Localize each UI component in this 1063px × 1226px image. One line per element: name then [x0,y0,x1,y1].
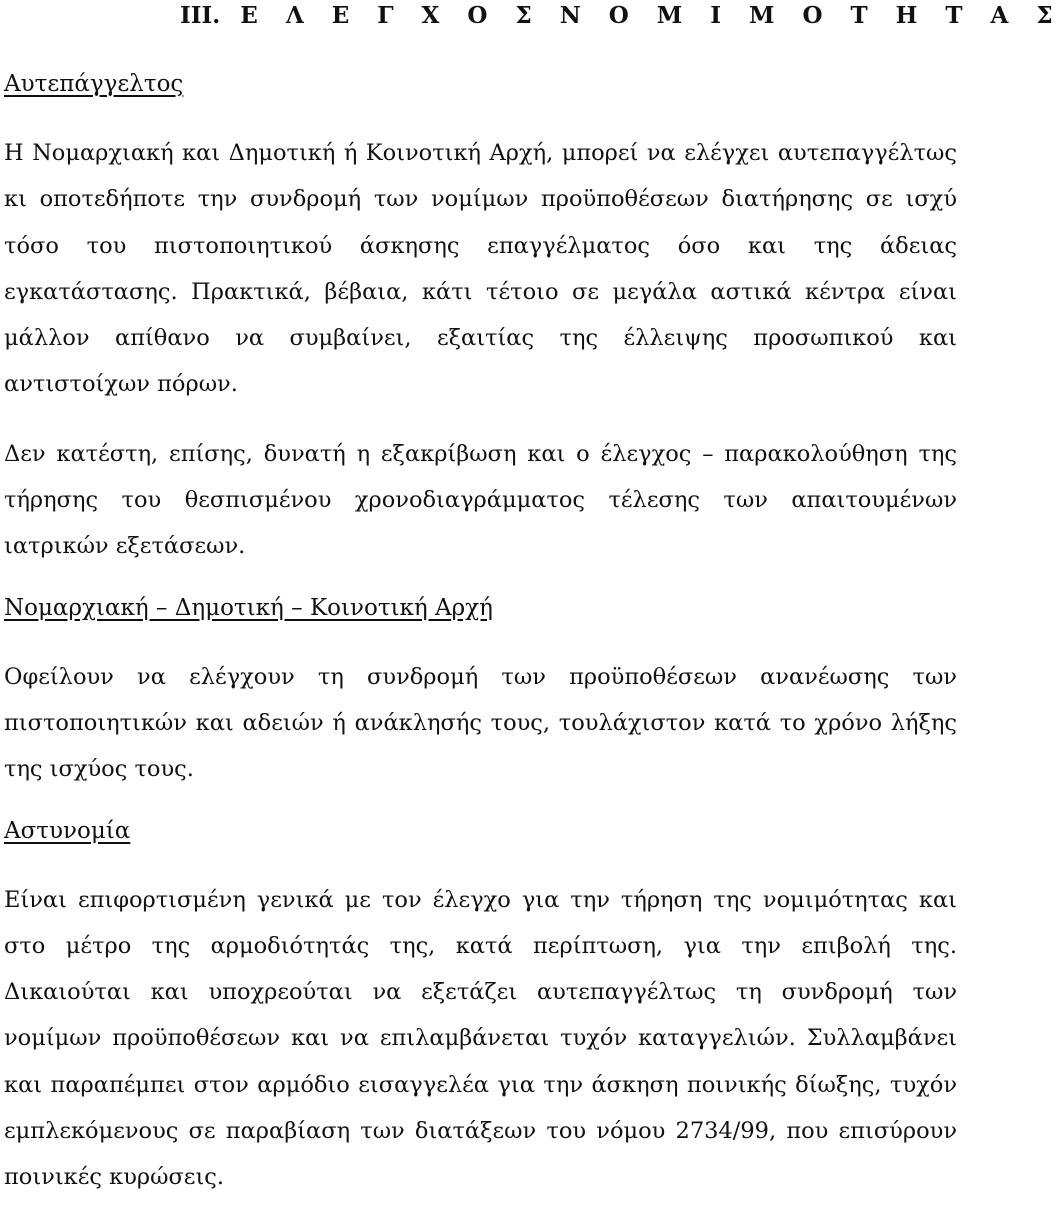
paragraph: Είναι επιφορτισμένη γενικά με τον έλεγχο για την τήρηση της νομιμότητας και στο μέτρο της αρμοδιότητάς της, κατά περίπτωση, για την επιβολή της. Δικαιούται και υποχρεούται να εξετάζει αυτεπαγγέλτως τη συνδρομή των νομίμων προϋποθέσεων και να επιλαμβάνεται τυχόν καταγγελιών. Συλλαμβάνει και παραπέμπει στον αρμόδιο εισαγγελέα για την άσκηση ποινικής δίωξης, τυχόν εμπλεκόμενους σε παραβίαση των διατάξεων του νόμου 2734/99, που επισύρουν ποινικές κυρώσεις. [4,886,957,1191]
paragraph: Οφείλουν να ελέγχουν τη συνδρομή των προϋποθέσεων ανανέωσης των πιστοποιητικών και αδειών ή ανάκλησής τους, τουλάχιστον κατά το χρόνο λήξης της ισχύος τους. [4,663,957,783]
section-autepaggeltos [4,68,957,570]
section-title: Αστυνομία [4,817,131,844]
section-nomarchiaki-archi [4,592,957,793]
heading-title: Ε Λ Ε Γ Χ Ο Σ Ν Ο Μ Ι Μ Ο Τ Η Τ Α Σ [240,2,1063,29]
section-astynomia [4,815,957,1201]
heading-number: III. [180,2,221,29]
paragraph: Η Νομαρχιακή και Δημοτική ή Κοινοτική Αρχή, μπορεί να ελέγχει αυτεπαγγέλτως κι οποτεδήποτε την συνδρομή των νομίμων προϋποθέσεων διατήρησης σε ισχύ τόσο του πιστοποιητικού άσκησης επαγγέλματος όσο και της άδειας εγκατάστασης. Πρακτικά, βέβαια, κάτι τέτοιο σε μεγάλα αστικά κέντρα είναι μάλλον απίθανο να συμβαίνει, εξαιτίας της έλλειψης προσωπικού και αντιστοίχων πόρων. [4,140,957,398]
page-heading [4,0,1063,30]
paragraph: Δεν κατέστη, επίσης, δυνατή η εξακρίβωση και ο έλεγχος – παρακολούθηση της τήρησης του θεσπισμένου χρονοδιαγράμματος τέλεσης των απαιτουμένων ιατρικών εξετάσεων. [4,440,957,560]
section-title: Αυτεπάγγελτος [4,71,184,97]
section-title: Νομαρχιακή – Δημοτική – Κοινοτική Αρχή [4,594,493,621]
